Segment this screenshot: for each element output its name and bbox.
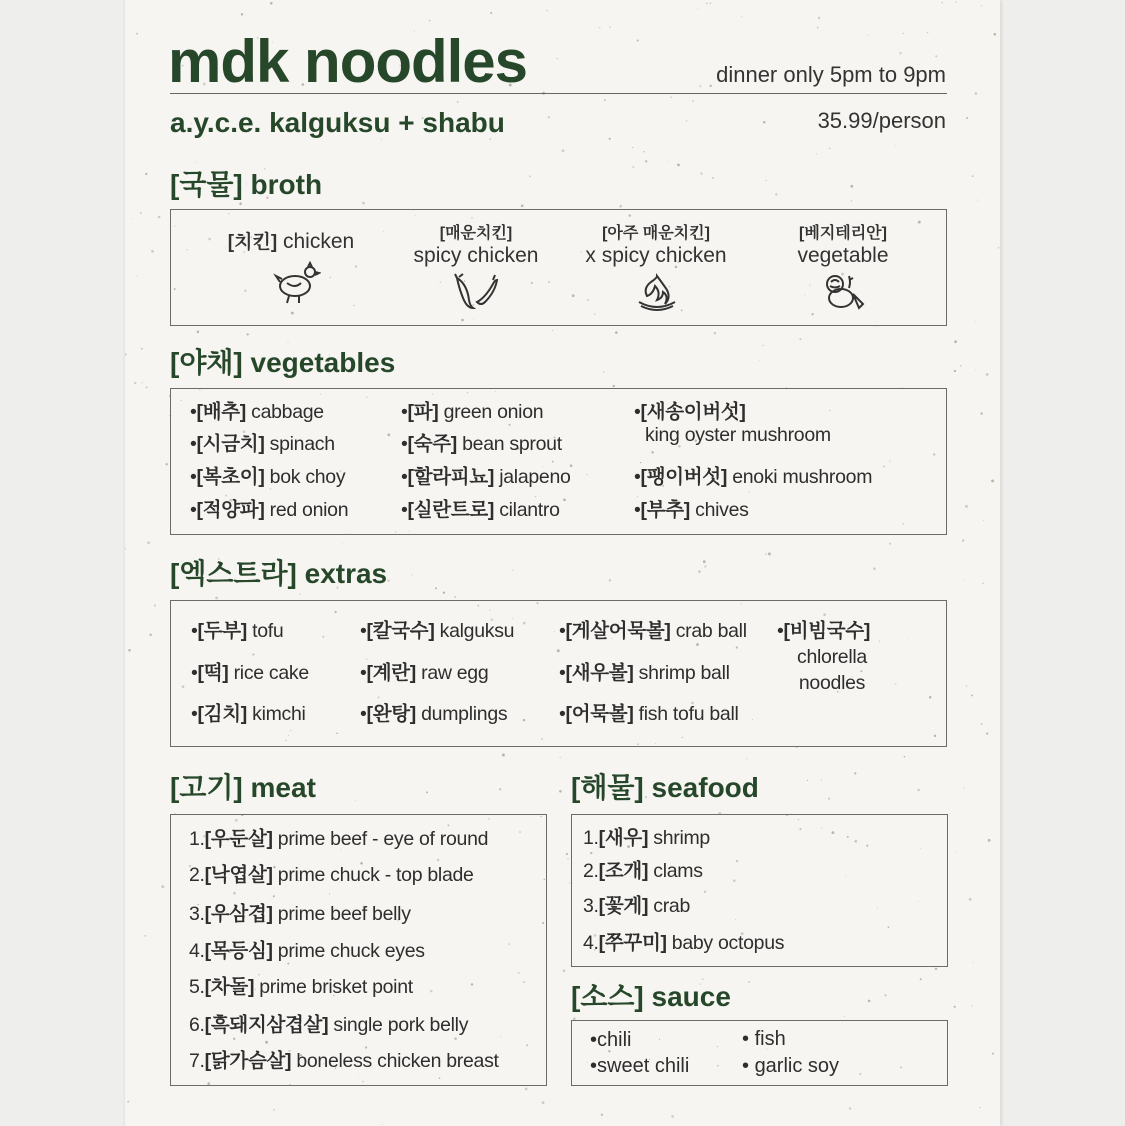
paper-speckle (759, 360, 760, 361)
paper-speckle (960, 365, 962, 367)
paper-speckle (962, 539, 965, 542)
paper-speckle (741, 16, 742, 17)
paper-speckle (609, 138, 611, 140)
sauce-box (571, 1020, 948, 1086)
extras-box (170, 600, 947, 747)
paper-speckle (127, 1101, 129, 1103)
paper-speckle (762, 345, 764, 347)
paper-speckle (966, 117, 968, 119)
broth-item-kr: [아주 매운치킨] (602, 225, 710, 242)
paper-speckle (457, 101, 459, 103)
chili-pepper-icon (451, 272, 499, 312)
paper-speckle (975, 370, 976, 371)
paper-speckle (546, 10, 547, 11)
hours-text: dinner only 5pm to 9pm (716, 62, 946, 87)
list-item: •[새송이버섯] king oyster mushroom (634, 401, 831, 446)
list-item: •[게살어묵볼] crab ball (559, 620, 747, 642)
paper-speckle (704, 565, 706, 567)
paper-speckle (196, 161, 197, 162)
broth-item-kr: [베지테리안] (799, 225, 887, 242)
paper-speckle (699, 85, 701, 87)
paper-speckle (768, 552, 771, 555)
sauce-heading: [소스] sauce (571, 981, 731, 1012)
paper-speckle (854, 772, 856, 774)
paper-speckle (991, 479, 994, 482)
paper-speckle (982, 583, 984, 585)
paper-speckle (141, 348, 143, 350)
paper-speckle (714, 332, 717, 335)
paper-speckle (927, 32, 929, 34)
paper-speckle (697, 8, 698, 9)
paper-speckle (566, 853, 568, 855)
list-item: •[칼국수] kalguksu (360, 620, 515, 642)
paper-speckle (667, 112, 668, 113)
list-item: •[새우볼] shrimp ball (559, 662, 730, 684)
paper-speckle (529, 175, 531, 177)
extras-heading: [엑스트라] extras (170, 558, 388, 589)
list-item: 4.[쭈꾸미] baby octopus (583, 932, 785, 954)
list-item: •[비빔국수] chlorella noodles (777, 620, 871, 694)
paper-speckle (988, 839, 991, 842)
paper-speckle (686, 120, 687, 121)
list-item: • garlic soy (742, 1055, 840, 1077)
list-item: •[어묵볼] fish tofu ball (559, 703, 739, 725)
list-item: •[할라피뇨] jalapeno (401, 466, 571, 488)
broth-item-label: [치킨] chicken (227, 230, 355, 253)
paper-speckle (829, 148, 831, 150)
paper-speckle (884, 994, 886, 996)
paper-speckle (142, 382, 143, 383)
broth-item-name: spicy chicken (413, 244, 539, 267)
paper-speckle (150, 634, 152, 636)
paper-speckle (955, 1, 957, 3)
list-item: •[부추] chives (634, 499, 749, 521)
paper-speckle (145, 935, 146, 936)
paper-speckle (975, 321, 976, 322)
paper-speckle (548, 116, 550, 118)
paper-speckle (818, 17, 821, 20)
paper-speckle (247, 333, 249, 335)
list-item: •sweet chili (590, 1055, 690, 1077)
list-item: 3.[꽃게] crab (583, 895, 690, 917)
paper-speckle (134, 382, 136, 384)
paper-speckle (604, 99, 606, 101)
list-item: •[시금치] spinach (190, 433, 335, 455)
paper-speckle (765, 553, 766, 554)
broth-item-name: vegetable (797, 244, 889, 267)
paper-speckle (239, 202, 242, 205)
vegetables-box (170, 388, 947, 535)
paper-speckle (355, 800, 356, 801)
paper-speckle (850, 185, 853, 188)
paper-speckle (542, 1101, 545, 1104)
list-item: • fish (742, 1028, 786, 1050)
broth-heading: [국물] broth (170, 169, 323, 200)
list-item: •[두부] tofu (191, 620, 284, 642)
list-item: 1.[새우] shrimp (583, 827, 710, 849)
list-item: •[실란트로] cilantro (401, 499, 560, 521)
seafood-heading: [해물] seafood (571, 772, 759, 803)
paper-speckle (807, 780, 808, 781)
paper-speckle (525, 1088, 528, 1091)
paper-speckle (873, 567, 876, 570)
paper-speckle (632, 147, 634, 149)
paper-speckle (443, 592, 445, 594)
paper-speckle (712, 177, 714, 179)
paper-speckle (521, 204, 524, 207)
paper-speckle (166, 463, 168, 465)
paper-speckle (615, 331, 618, 334)
paper-speckle (632, 166, 634, 168)
menu-subtitle: a.y.c.e. kalguksu + shabu (170, 107, 505, 138)
broth-item-kr: [매운치킨] (439, 225, 513, 242)
paper-speckle (552, 330, 553, 331)
list-item: •chili (590, 1029, 632, 1051)
paper-speckle (557, 58, 558, 59)
menu-paper (125, 0, 1000, 1126)
broth-item-spicy-chicken (396, 224, 556, 268)
list-item: •[떡] rice cake (191, 662, 309, 684)
paper-speckle (954, 340, 957, 343)
paper-speckle (612, 385, 614, 387)
paper-speckle (964, 579, 965, 580)
list-item: •[복초이] bok choy (190, 466, 346, 488)
paper-speckle (599, 27, 600, 28)
paper-speckle (981, 5, 982, 6)
paper-speckle (429, 20, 430, 21)
paper-speckle (567, 858, 568, 859)
list-item: 2.[낙엽살] prime chuck - top blade (189, 864, 474, 886)
list-item: •[파] green onion (401, 401, 544, 423)
paper-speckle (817, 27, 819, 29)
paper-speckle (799, 338, 801, 340)
paper-speckle (411, 574, 412, 575)
list-item: 3.[우삼겹] prime beef belly (189, 903, 411, 925)
broth-item-name: chicken (283, 230, 355, 253)
paper-speckle (426, 791, 428, 793)
paper-speckle (986, 733, 988, 735)
paper-speckle (977, 200, 978, 201)
list-item: 6.[흑돼지삼겹살] single pork belly (189, 1014, 469, 1036)
flame-icon (635, 272, 679, 312)
meat-box (170, 814, 547, 1086)
paper-speckle (154, 604, 156, 606)
list-item: •[숙주] bean sprout (401, 433, 562, 455)
paper-speckle (288, 342, 289, 343)
paper-speckle (671, 1115, 674, 1118)
paper-speckle (512, 570, 513, 571)
paper-speckle (645, 160, 647, 162)
paper-speckle (609, 26, 611, 28)
paper-speckle (270, 2, 273, 5)
paper-speckle (954, 370, 956, 372)
seafood-box (571, 814, 948, 967)
paper-speckle (435, 587, 437, 589)
vegetables-heading: [야채] vegetables (170, 347, 396, 378)
list-item: •[팽이버섯] enoki mushroom (634, 466, 873, 488)
paper-speckle (670, 96, 672, 98)
paper-speckle (490, 12, 492, 14)
paper-speckle (619, 205, 622, 208)
paper-speckle (136, 276, 137, 277)
paper-speckle (917, 789, 920, 792)
paper-speckle (935, 968, 937, 970)
paper-speckle (966, 685, 968, 687)
paper-speckle (904, 756, 906, 758)
paper-speckle (972, 175, 974, 177)
paper-speckle (703, 560, 706, 563)
broth-item-x-spicy-chicken (576, 224, 736, 268)
paper-speckle (387, 579, 389, 581)
paper-speckle (980, 412, 982, 414)
paper-speckle (821, 779, 822, 780)
paper-speckle (559, 790, 562, 793)
broth-item-vegetable (768, 224, 918, 268)
paper-speckle (971, 694, 973, 696)
paper-speckle (954, 1006, 956, 1008)
paper-speckle (563, 969, 566, 972)
paper-speckle (899, 52, 901, 54)
paper-speckle (766, 180, 767, 181)
paper-speckle (146, 386, 148, 388)
paper-speckle (971, 1005, 972, 1006)
paper-speckle (559, 757, 560, 758)
paper-speckle (700, 172, 702, 174)
list-item: 4.[목등심] prime chuck eyes (189, 940, 425, 962)
list-item: •[완탕] dumplings (360, 703, 508, 725)
paper-speckle (986, 373, 989, 376)
list-item: •[배추] cabbage (190, 401, 324, 423)
paper-speckle (136, 33, 138, 35)
price-text: 35.99/person (817, 108, 946, 133)
list-item: •[적양파] red onion (190, 499, 349, 521)
paper-speckle (775, 193, 777, 195)
paper-speckle (844, 1016, 845, 1017)
paper-speckle (637, 40, 639, 42)
paper-speckle (746, 758, 747, 759)
paper-speckle (299, 593, 301, 595)
paper-speckle (643, 151, 644, 152)
paper-speckle (895, 145, 896, 146)
paper-speckle (849, 1107, 851, 1109)
paper-speckle (151, 250, 154, 253)
paper-speckle (763, 121, 766, 124)
paper-speckle (868, 1000, 871, 1003)
paper-speckle (998, 247, 1000, 249)
paper-speckle (241, 13, 243, 15)
paper-speckle (677, 164, 680, 167)
paper-speckle (603, 371, 604, 372)
paper-speckle (140, 212, 142, 214)
paper-speckle (969, 898, 972, 901)
paper-speckle (197, 331, 200, 334)
paper-speckle (903, 33, 904, 34)
paper-speckle (454, 596, 456, 598)
paper-speckle (131, 218, 132, 219)
paper-speckle (601, 1114, 603, 1116)
list-item: •[계란] raw egg (360, 662, 489, 684)
paper-speckle (983, 520, 984, 521)
paper-speckle (362, 202, 365, 205)
paper-speckle (382, 1124, 383, 1125)
paper-speckle (994, 33, 997, 36)
paper-speckle (973, 962, 974, 963)
paper-speckle (992, 1053, 994, 1055)
paper-speckle (816, 153, 817, 154)
paper-speckle (147, 541, 150, 544)
broth-item-name: x spicy chicken (585, 244, 727, 267)
paper-speckle (698, 570, 701, 573)
paper-speckle (975, 92, 978, 95)
list-item: •[김치] kimchi (191, 703, 306, 725)
paper-speckle (868, 35, 869, 36)
paper-speckle (981, 723, 983, 725)
list-item: 2.[조개] clams (583, 860, 703, 882)
list-item: 1.[우둔살] prime beef - eye of round (189, 828, 489, 850)
list-item: 7.[닭가슴살] boneless chicken breast (189, 1050, 499, 1072)
broth-box (170, 209, 947, 326)
paper-speckle (145, 173, 147, 175)
header-divider (170, 93, 947, 94)
paper-speckle (979, 1107, 980, 1108)
list-item: 5.[차돌] prime brisket point (189, 976, 413, 998)
paper-speckle (706, 2, 708, 4)
paper-speckle (273, 1109, 275, 1111)
paper-speckle (158, 216, 161, 219)
paper-speckle (963, 787, 964, 788)
paper-speckle (965, 505, 968, 508)
paper-speckle (502, 754, 505, 757)
paper-speckle (692, 100, 694, 102)
vegetables-icon (821, 270, 865, 312)
paper-speckle (562, 149, 565, 152)
paper-speckle (342, 543, 343, 544)
paper-speckle (956, 851, 957, 852)
broth-item-chicken (211, 230, 371, 254)
paper-speckle (128, 649, 131, 652)
paper-speckle (941, 2, 943, 4)
paper-speckle (125, 548, 126, 550)
paper-speckle (935, 55, 937, 57)
paper-speckle (748, 981, 750, 983)
paper-speckle (920, 978, 922, 980)
paper-speckle (609, 579, 611, 581)
paper-speckle (710, 85, 712, 87)
paper-speckle (710, 3, 711, 4)
restaurant-title: mdk noodles (168, 28, 528, 95)
paper-speckle (851, 200, 853, 202)
paper-speckle (215, 596, 218, 599)
paper-speckle (499, 788, 501, 790)
paper-speckle (667, 160, 668, 161)
paper-speckle (828, 798, 830, 800)
chicken-icon (273, 258, 321, 306)
meat-heading: [고기] meat (170, 772, 316, 803)
paper-speckle (889, 543, 891, 545)
paper-speckle (161, 885, 164, 888)
paper-speckle (125, 353, 127, 355)
